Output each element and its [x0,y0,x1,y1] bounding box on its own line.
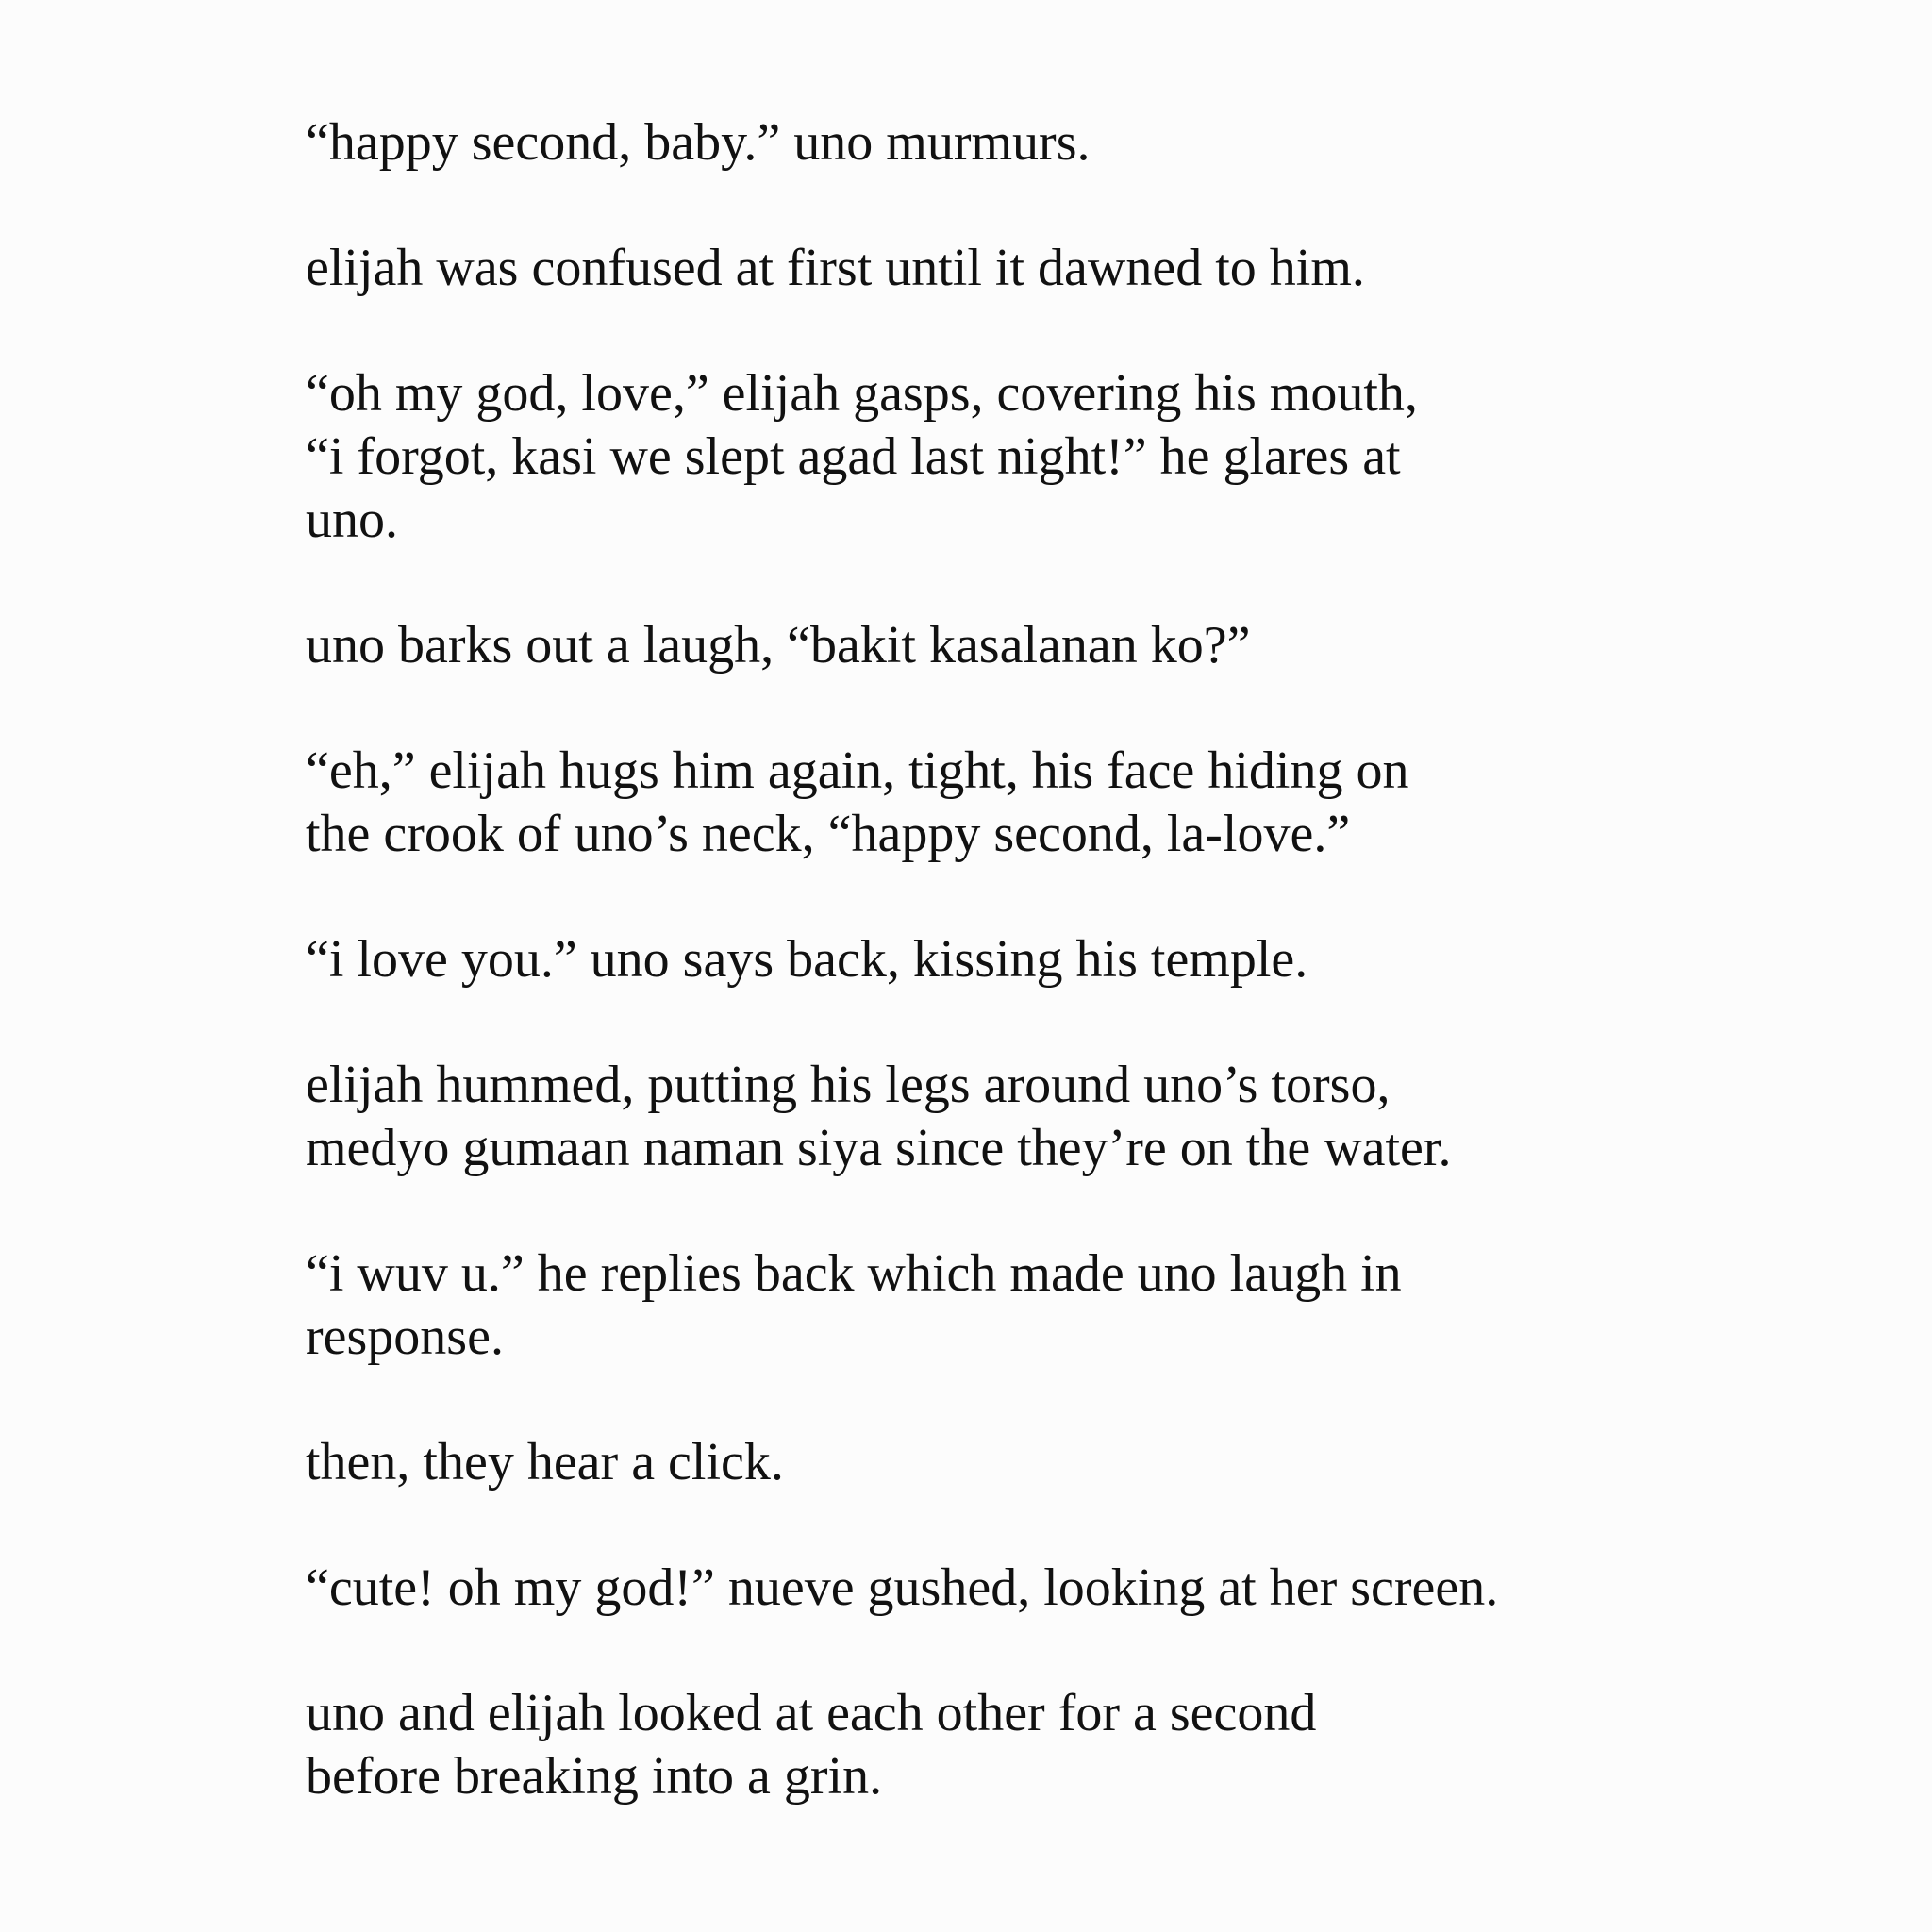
paragraph [306,362,1683,552]
text-line: “oh my god, love,” elijah gasps, covering his mouth, [306,364,1418,423]
paragraph-gap [306,1180,1683,1242]
story-text [306,111,1683,1808]
paragraph-gap [306,991,1683,1054]
paragraph-gap [306,677,1683,740]
text-line: uno barks out a laugh, “bakit kasalanan ko?” [306,616,1251,675]
text-line: “cute! oh my god!” nueve gushed, looking at her screen. [306,1558,1499,1617]
paragraph-gap [306,1620,1683,1682]
paragraph [306,1054,1683,1180]
text-line: “i forgot, kasi we slept agad last night!” he glares at [306,427,1401,486]
paragraph [306,237,1683,300]
text-line: “i love you.” uno says back, kissing his temple. [306,930,1308,989]
paragraph-gap [306,1369,1683,1431]
text-line: the crook of uno’s neck, “happy second, la-love.” [306,805,1351,863]
paragraph [306,928,1683,991]
text-line: then, they hear a click. [306,1433,784,1491]
text-line: “eh,” elijah hugs him again, tight, his face hiding on [306,741,1409,800]
paragraph [306,111,1683,175]
paragraph-gap [306,300,1683,362]
paragraph-gap [306,175,1683,237]
paragraph [306,614,1683,677]
paragraph [306,1682,1683,1808]
paragraph-gap [306,552,1683,614]
text-line: response. [306,1307,504,1366]
paragraph [306,740,1683,866]
text-line: medyo gumaan naman siya since they’re on the water. [306,1119,1452,1177]
paragraph [306,1557,1683,1620]
text-line: uno. [306,491,398,549]
text-line: before breaking into a grin. [306,1747,883,1806]
text-line: uno and elijah looked at each other for a second [306,1684,1317,1742]
paragraph-gap [306,1494,1683,1557]
text-line: “i wuv u.” he replies back which made uno laugh in [306,1244,1402,1303]
text-line: elijah hummed, putting his legs around uno’s torso, [306,1056,1391,1114]
text-line: elijah was confused at first until it dawned to him. [306,239,1365,297]
text-line: “happy second, baby.” uno murmurs. [306,113,1091,172]
paragraph [306,1242,1683,1369]
paragraph-gap [306,866,1683,928]
paragraph [306,1431,1683,1494]
